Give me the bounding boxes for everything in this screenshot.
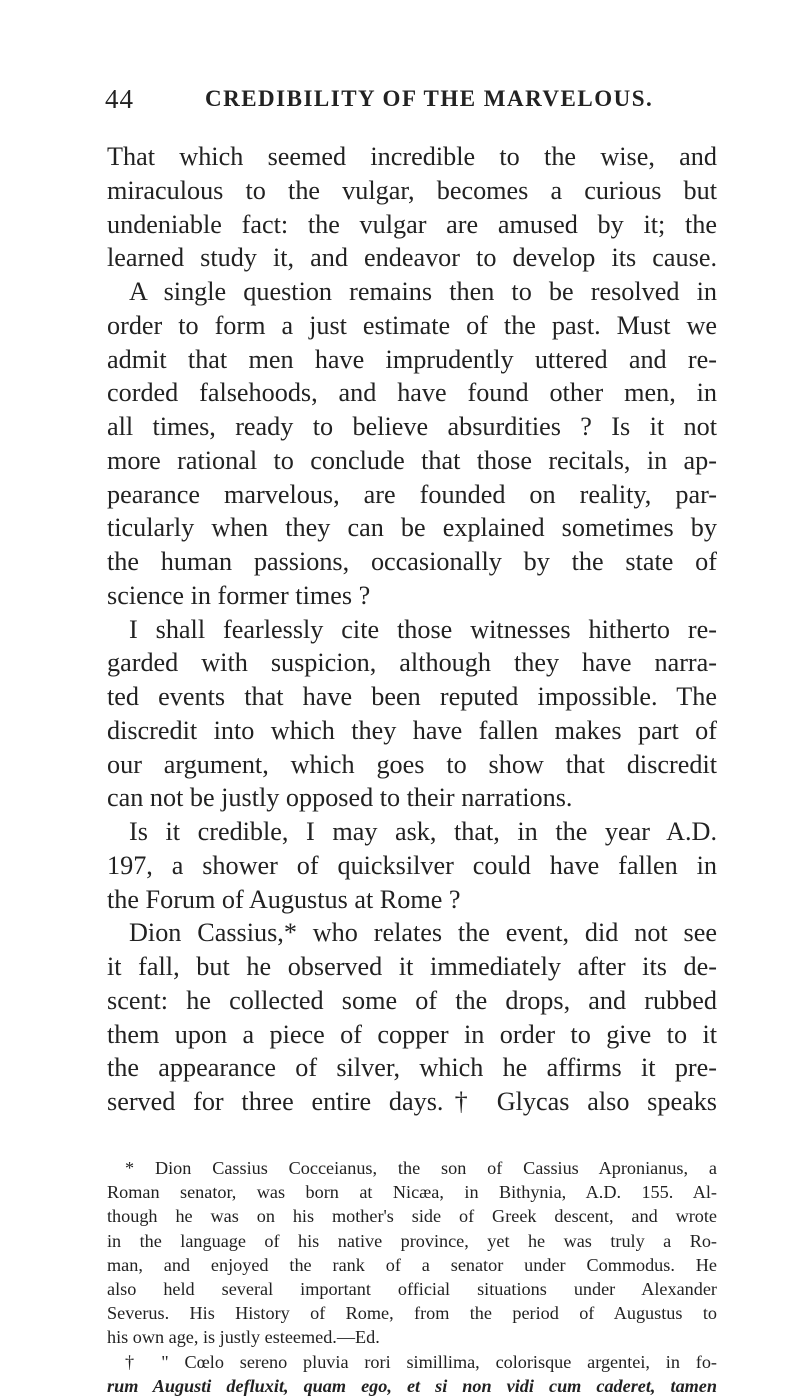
body-line: can not be justly opposed to their narrations. (107, 783, 573, 813)
body-line: corded falsehoods, and have found other men, in (107, 378, 717, 408)
body-line: ted events that have been reputed impossible. The (107, 682, 717, 711)
body-line: I shall fearlessly cite those witnesses hitherto re- (129, 614, 717, 644)
footnote-line: † " Cœlo sereno pluvia rori simillima, colorisque argentei, in fo- (125, 1351, 717, 1372)
body-line: learned study it, and endeavor to develop its cause. (107, 243, 717, 273)
footnote-line: though he was on his mother's side of Greek descent, and wrote (107, 1206, 717, 1227)
footnote-line: Roman senator, was born at Nicæa, in Bithynia, A.D. 155. Al- (107, 1182, 717, 1203)
footnote-line: * Dion Cassius Cocceianus, the son of Cassius Apronianus, a (125, 1158, 717, 1178)
body-line: scent: he collected some of the drops, and rubbed (107, 985, 717, 1015)
footnote-line: rum Augusti defluxit, quam ego, et si non vidi cum caderet, tamen (107, 1375, 717, 1396)
body-line: ticularly when they can be explained sometimes by (107, 513, 717, 543)
body-text (107, 140, 717, 1119)
body-line: them upon a piece of copper in order to give to it (107, 1019, 717, 1049)
footnote-line: in the language of his native province, yet he was truly a Ro- (107, 1230, 717, 1251)
page-header (105, 84, 725, 120)
body-line: the Forum of Augustus at Rome ? (107, 884, 461, 914)
body-line: 197, a shower of quicksilver could have fallen in (107, 850, 717, 880)
body-line: garded with suspicion, although they have narra- (107, 648, 717, 678)
body-line: all times, ready to believe absurdities ? Is it not (107, 412, 717, 441)
body-line: undeniable fact: the vulgar are amused by it; the (107, 209, 717, 239)
footnote-line: Severus. His History of Rome, from the period of Augustus to (107, 1303, 717, 1324)
body-line: A single question remains then to be resolved in (129, 277, 717, 306)
body-line: our argument, which goes to show that discredit (107, 749, 717, 779)
body-line: miraculous to the vulgar, becomes a curious but (107, 175, 717, 205)
running-head: CREDIBILITY OF THE MARVELOUS. (205, 86, 654, 111)
body-line: served for three entire days.† Glycas also speaks (107, 1087, 717, 1116)
body-line: the appearance of silver, which he affirms it pre- (107, 1053, 717, 1083)
footnote-line: man, and enjoyed the rank of a senator under Commodus. He (107, 1254, 717, 1275)
body-line: discredit into which they have fallen makes part of (107, 715, 717, 745)
body-line: admit that men have imprudently uttered and re- (107, 344, 717, 374)
body-line: Dion Cassius,* who relates the event, did not see (129, 918, 717, 948)
body-line: order to form a just estimate of the past. Must we (107, 310, 717, 340)
footnote-line: his own age, is justly esteemed.—Ed. (107, 1327, 380, 1348)
body-line: it fall, but he observed it immediately after its de- (107, 952, 717, 981)
footnote-line: also held several important official situations under Alexander (107, 1279, 717, 1300)
body-line: That which seemed incredible to the wise, and (107, 142, 717, 171)
body-line: Is it credible, I may ask, that, in the year A.D. (129, 817, 717, 846)
body-line: science in former times ? (107, 580, 371, 610)
footnotes (107, 1156, 717, 1398)
page-number: 44 (105, 84, 134, 114)
body-line: more rational to conclude that those recitals, in ap- (107, 445, 717, 475)
body-line: the human passions, occasionally by the state of (107, 547, 717, 576)
body-line: pearance marvelous, are founded on reality, par- (107, 479, 717, 509)
